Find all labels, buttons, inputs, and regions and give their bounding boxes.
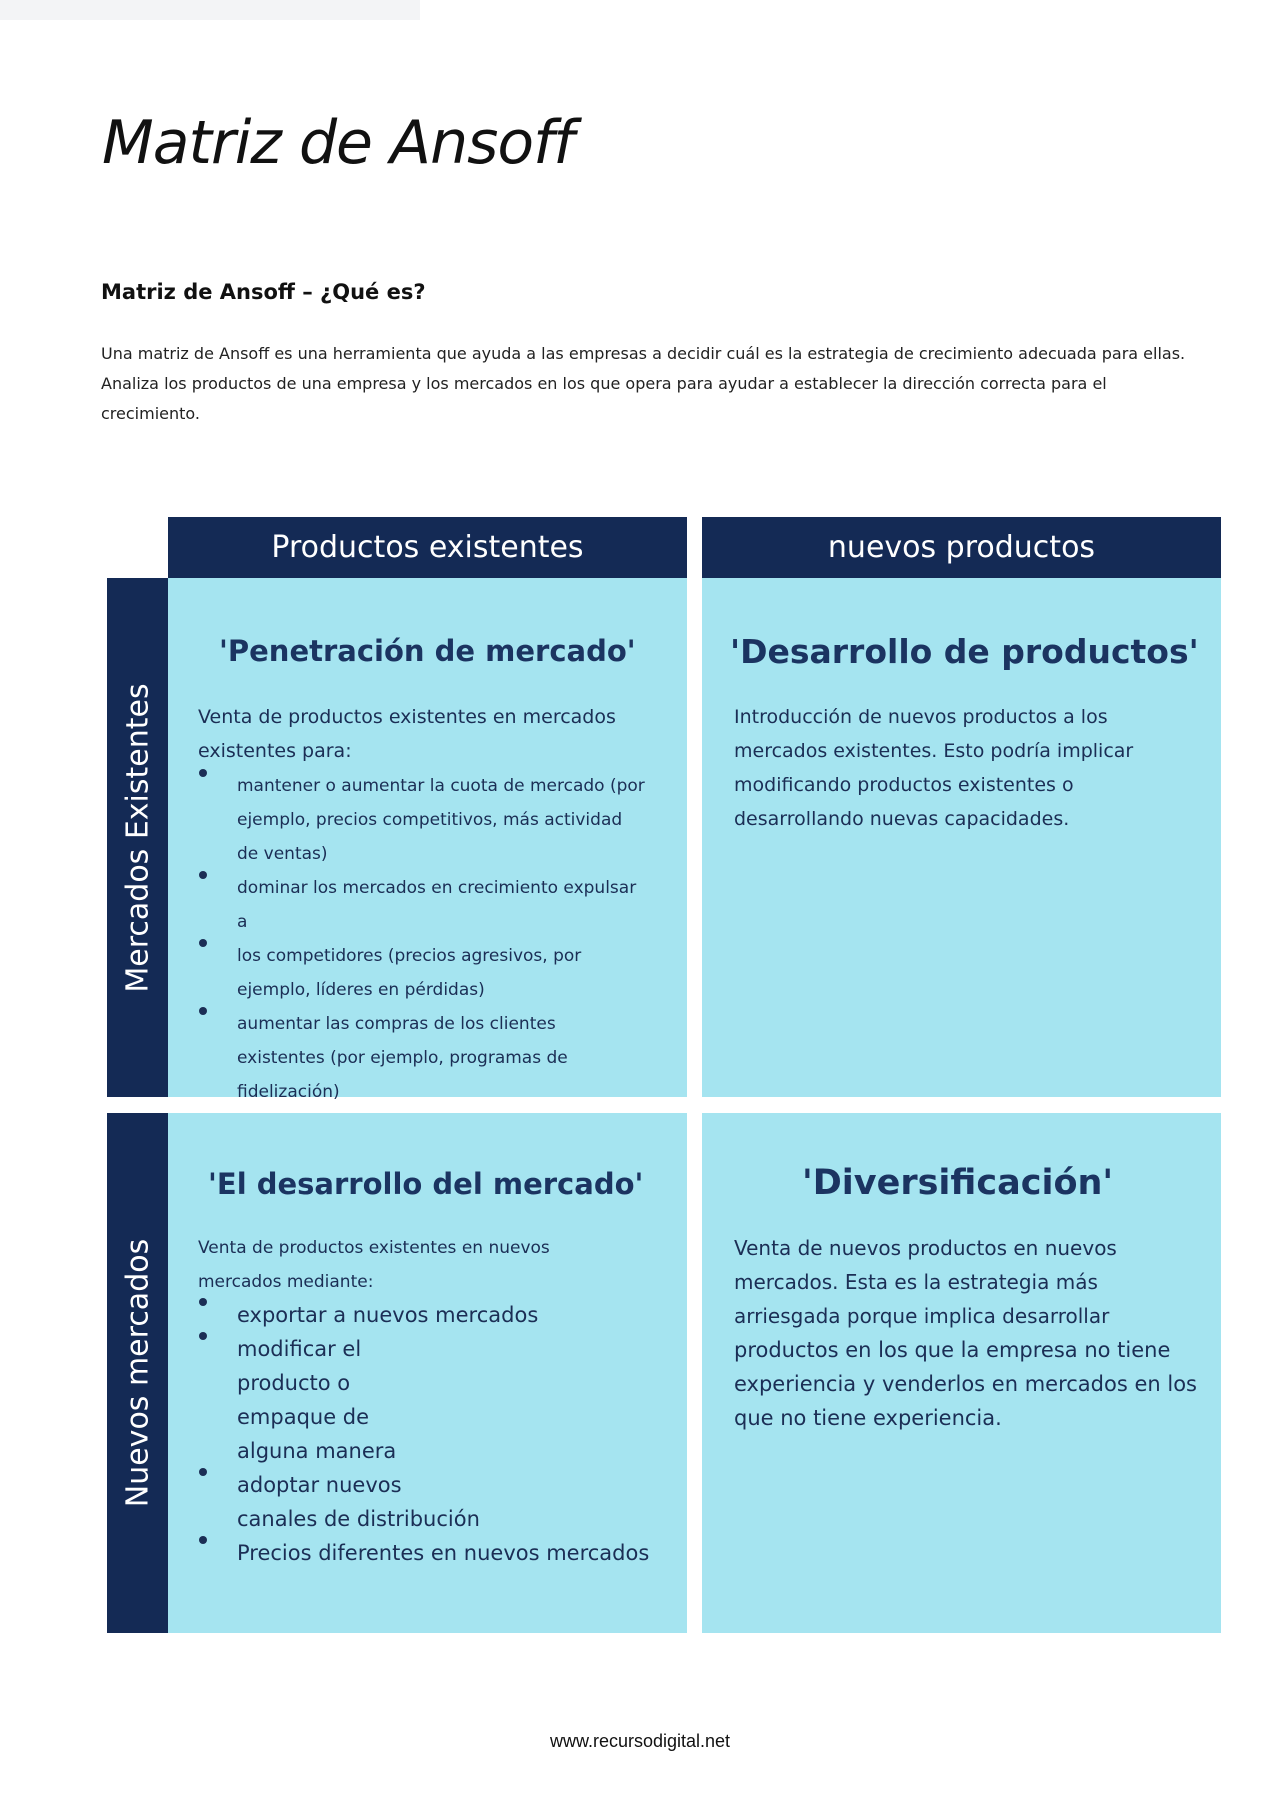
cell-text: Introducción de nuevos productos a los mercados existentes. Esto podría implicar modificando productos existentes o desarrollando nuevas capacidades. — [734, 706, 1134, 830]
list-item: modificar el producto o empaque de alguna manera — [198, 1332, 668, 1468]
list-item: dominar los mercados en crecimiento expulsar a — [198, 871, 648, 939]
section-subtitle: Matriz de Ansoff – ¿Qué es? — [101, 280, 426, 304]
top-gray-bar — [0, 0, 420, 20]
list-item: mantener o aumentar la cuota de mercado (por ejemplo, precios competitivos, más actividad de ventas) — [198, 769, 648, 871]
column-header-label: Productos existentes — [271, 530, 584, 565]
column-header-new-products — [702, 517, 1221, 578]
row-header-label: Mercados Existentes — [120, 682, 155, 993]
column-header-label: nuevos productos — [827, 530, 1096, 565]
row-header-label: Nuevos mercados — [120, 1238, 155, 1508]
list-item: adoptar nuevos canales de distribución — [198, 1468, 668, 1536]
cell-bullet-list — [198, 1298, 668, 1570]
page-title: Matriz de Ansoff — [102, 108, 574, 178]
cell-market-penetration — [168, 578, 687, 1102]
cell-product-development — [702, 578, 1221, 1097]
cell-text: Venta de nuevos productos en nuevos mercados. Esta es la estrategia más arriesgada porque implica desarrollar — [734, 1236, 1117, 1328]
row-header-new-markets — [107, 1113, 168, 1633]
row-header-existing-markets — [107, 578, 168, 1097]
list-item: aumentar las compras de los clientes existentes (por ejemplo, programas de fidelización) — [198, 1007, 648, 1109]
cell-title: 'Penetración de mercado' — [219, 634, 636, 668]
cell-intro: Venta de productos existentes en mercados existentes para: — [198, 706, 616, 762]
cell-intro: Venta de productos existentes en nuevos mercados mediante: — [198, 1238, 550, 1292]
list-item: exportar a nuevos mercados — [198, 1298, 668, 1332]
cell-text: productos en los que la empresa no tiene experiencia y venderlos en mercados en los que no tiene experiencia. — [734, 1338, 1197, 1430]
list-item: Precios diferentes en nuevos mercados — [198, 1536, 668, 1570]
list-item: los competidores (precios agresivos, por ejemplo, líderes en pérdidas) — [198, 939, 648, 1007]
footer-url: www.recursodigital.net — [549, 1731, 731, 1751]
column-header-existing-products — [168, 517, 687, 578]
cell-market-development — [168, 1113, 687, 1633]
intro-paragraph: Una matriz de Ansoff es una herramienta que ayuda a las empresas a decidir cuál es la estrategia de crecimiento adecuada para ellas. Analiza los productos de una empresa y los mercados en los que opera para ayudar a establecer la dirección correcta para el crecimiento. — [101, 344, 1186, 423]
cell-title: 'El desarrollo del mercado' — [208, 1167, 644, 1201]
cell-bullet-list — [198, 769, 648, 1109]
cell-diversification — [702, 1113, 1221, 1633]
cell-title: 'Diversificación' — [802, 1163, 1114, 1203]
cell-title: 'Desarrollo de productos' — [730, 632, 1199, 671]
